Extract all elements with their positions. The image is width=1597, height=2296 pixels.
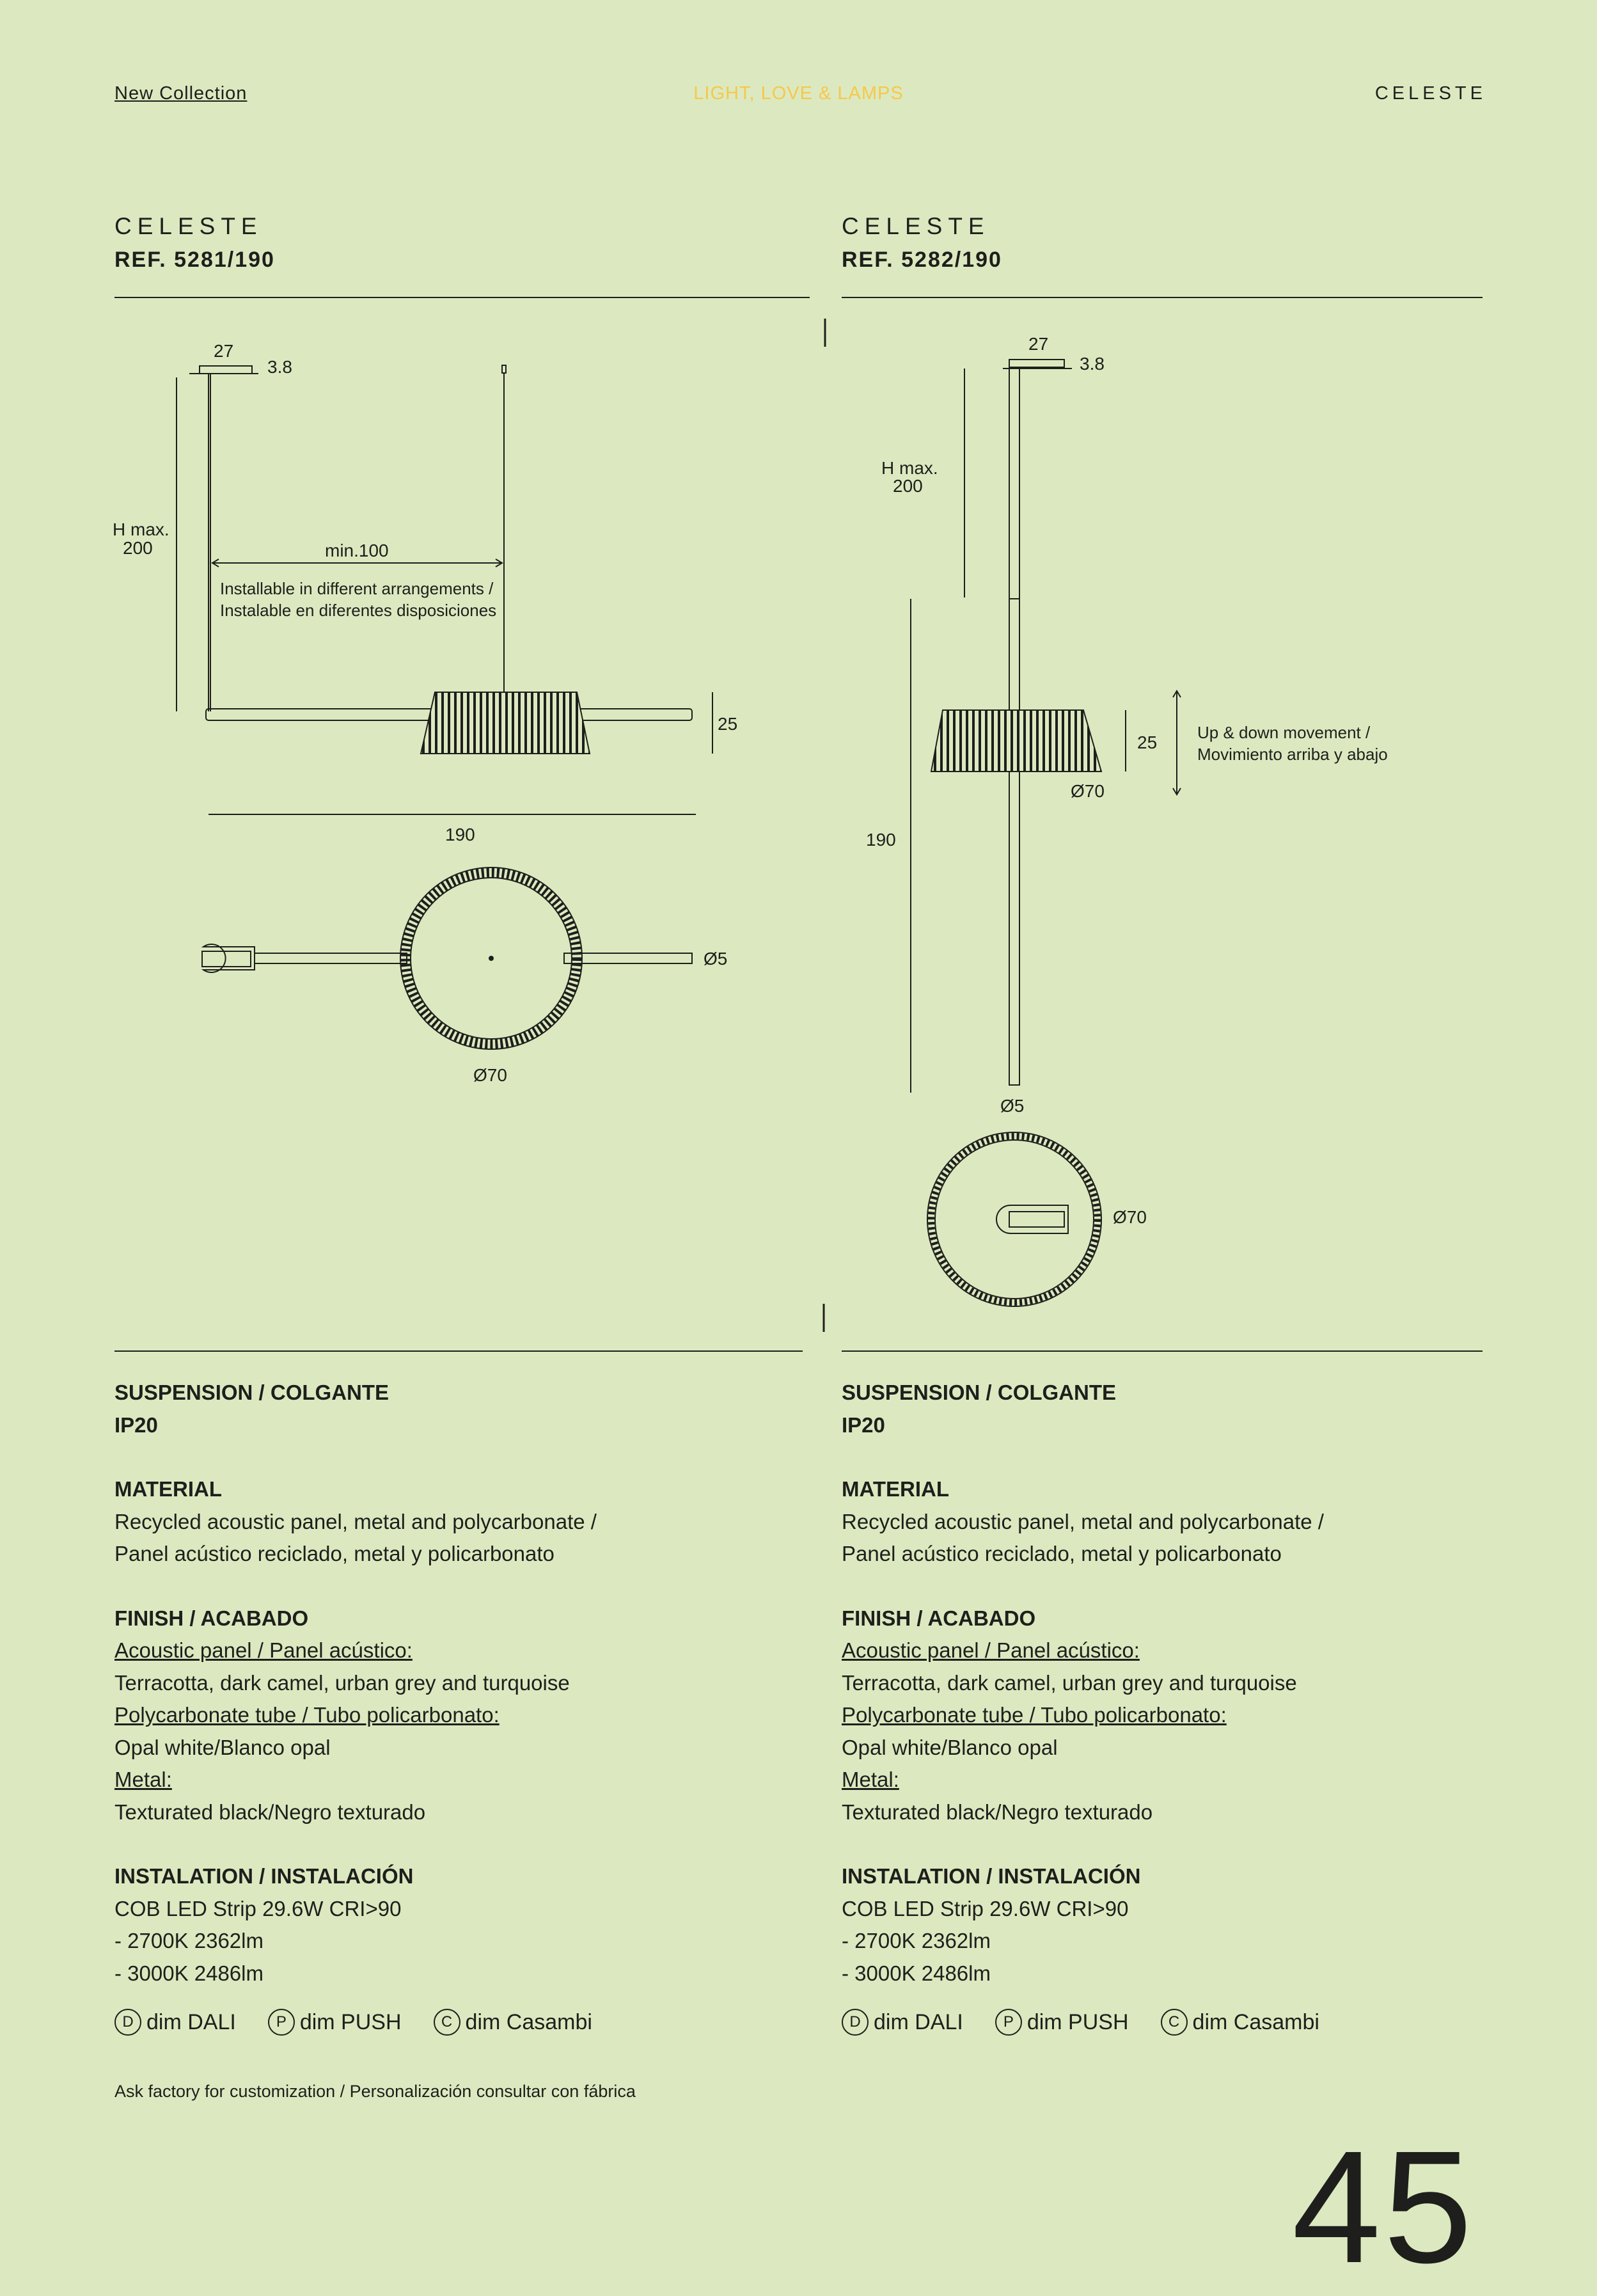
dim-push-option: [268, 2006, 402, 2039]
finish-panel-value: Terracotta, dark camel, urban grey and turquoise: [842, 1670, 1297, 1695]
dim-dali-option: [842, 2006, 963, 2039]
spec-rule-left: [114, 1350, 803, 1352]
dim-label: dim Casambi: [1192, 2010, 1319, 2034]
material-line: Panel acústico reciclado, metal y policarbonato: [842, 1542, 1282, 1565]
product-ref-left: REF. 5281/190: [114, 248, 275, 272]
casambi-icon: C: [1161, 2009, 1188, 2036]
canopy-right: [1009, 360, 1064, 367]
finish-panel-label: Acoustic panel / Panel acústico:: [114, 1638, 413, 1662]
dim-label: dim Casambi: [465, 2010, 592, 2034]
spec-list-left: [114, 1377, 786, 2039]
movement-note-en: Up & down movement /: [1197, 723, 1371, 742]
product-title-left: CELESTE: [114, 213, 263, 239]
tagline: LIGHT, LOVE & LAMPS: [693, 83, 904, 104]
install-line: COB LED Strip 29.6W CRI>90: [114, 1896, 402, 1920]
plan-canopy-right: [996, 1205, 1068, 1233]
material-line: Recycled acoustic panel, metal and polycarbonate /: [114, 1509, 597, 1533]
plan-shade-right: [931, 1136, 1097, 1302]
install-note-es: Instalable en diferentes disposiciones: [220, 601, 497, 620]
dim-casambi-option: [1161, 2006, 1319, 2039]
install-heading: INSTALATION / INSTALACIÓN: [842, 1864, 1141, 1888]
dali-icon: D: [842, 2009, 869, 2036]
material-heading: MATERIAL: [842, 1477, 950, 1501]
push-icon: P: [268, 2009, 295, 2036]
finish-heading: FINISH / ACABADO: [842, 1606, 1036, 1630]
dim-label: dim DALI: [874, 2010, 963, 2034]
shade-right: [931, 710, 1101, 772]
shade-left: [421, 692, 590, 754]
spec-rule-right: [842, 1350, 1483, 1352]
install-note-en: Installable in different arrangements /: [220, 579, 494, 598]
install-heading: INSTALATION / INSTALACIÓN: [114, 1864, 414, 1888]
dim-label: dim DALI: [146, 2010, 236, 2034]
spec-list-right: [842, 1377, 1513, 2039]
dim-canopy-width-left: 27: [214, 341, 234, 361]
tube-right: [1009, 599, 1019, 1085]
plan-canopy-left: [203, 944, 255, 972]
dim-shade-diameter-left: Ø70: [473, 1065, 507, 1085]
install-line: COB LED Strip 29.6W CRI>90: [842, 1896, 1129, 1920]
dim-dali-option: [114, 2006, 236, 2039]
suspension-rod-right: [1009, 368, 1019, 599]
dim-shade-diameter-right: Ø70: [1071, 781, 1105, 801]
finish-tube-value: Opal white/Blanco opal: [114, 1735, 331, 1759]
dim-canopy-width-right: 27: [1028, 334, 1049, 354]
dim-casambi-option: [434, 2006, 592, 2039]
dim-length-label-right: 190: [866, 830, 896, 850]
dim-canopy-height-right: 3.8: [1080, 354, 1105, 374]
install-line: - 2700K 2362lm: [114, 1929, 264, 1952]
dim-h-max-label-right: H max.: [881, 458, 938, 478]
movement-note-es: Movimiento arriba y abajo: [1197, 745, 1388, 764]
page-number: 45: [1292, 2118, 1475, 2296]
material-heading: MATERIAL: [114, 1477, 223, 1501]
dim-shade-height-right: 25: [1137, 732, 1158, 752]
brand-name: CELESTE: [1374, 83, 1486, 104]
finish-heading: FINISH / ACABADO: [114, 1606, 309, 1630]
dim-tube-diameter-left: Ø5: [704, 949, 728, 969]
finish-tube-label: Polycarbonate tube / Tubo policarbonato:: [114, 1703, 500, 1727]
dim-length-label-left: 190: [445, 825, 475, 844]
dimming-options-right: [842, 2006, 1513, 2039]
dim-base-diameter-right: Ø70: [1113, 1207, 1147, 1227]
dali-icon: D: [114, 2009, 141, 2036]
dim-label: dim PUSH: [299, 2010, 402, 2034]
install-line: - 3000K 2486lm: [842, 1961, 991, 1985]
dim-shade-height-left: 25: [718, 714, 738, 734]
dim-h-max-value-right: 200: [893, 476, 923, 496]
finish-panel-value: Terracotta, dark camel, urban grey and turquoise: [114, 1670, 570, 1695]
spec-type: SUSPENSION / COLGANTE: [114, 1381, 389, 1404]
dim-h-max-value-left: 200: [123, 538, 153, 558]
dim-push-option: [995, 2006, 1129, 2039]
finish-metal-label: Metal:: [842, 1768, 899, 1791]
finish-tube-label: Polycarbonate tube / Tubo policarbonato:: [842, 1703, 1227, 1727]
dimming-options-left: [114, 2006, 786, 2039]
dim-min-spacing-label: min.100: [325, 541, 389, 560]
spec-ip: IP20: [842, 1413, 885, 1437]
casambi-icon: C: [434, 2009, 460, 2036]
dim-canopy-height-left: 3.8: [267, 357, 292, 377]
spec-ip: IP20: [114, 1413, 158, 1437]
product-ref-right: REF. 5282/190: [842, 248, 1002, 272]
spec-type: SUSPENSION / COLGANTE: [842, 1381, 1117, 1404]
product-title-right: CELESTE: [842, 213, 990, 239]
new-collection-link[interactable]: New Collection: [114, 83, 248, 104]
material-line: Recycled acoustic panel, metal and polycarbonate /: [842, 1509, 1324, 1533]
push-icon: P: [995, 2009, 1022, 2036]
material-line: Panel acústico reciclado, metal y policarbonato: [114, 1542, 555, 1565]
canopy-left: [200, 366, 252, 374]
finish-tube-value: Opal white/Blanco opal: [842, 1735, 1058, 1759]
dim-label: dim PUSH: [1027, 2010, 1129, 2034]
dim-h-max-label-left: H max.: [113, 519, 169, 539]
finish-metal-value: Texturated black/Negro texturado: [842, 1800, 1153, 1824]
finish-metal-value: Texturated black/Negro texturado: [114, 1800, 426, 1824]
finish-metal-label: Metal:: [114, 1768, 172, 1791]
install-line: - 2700K 2362lm: [842, 1929, 991, 1952]
customization-footnote: Ask factory for customization / Personalización consultar con fábrica: [114, 2082, 636, 2101]
finish-panel-label: Acoustic panel / Panel acústico:: [842, 1638, 1140, 1662]
install-line: - 3000K 2486lm: [114, 1961, 264, 1985]
dim-tube-diameter-right: Ø5: [1000, 1096, 1025, 1116]
